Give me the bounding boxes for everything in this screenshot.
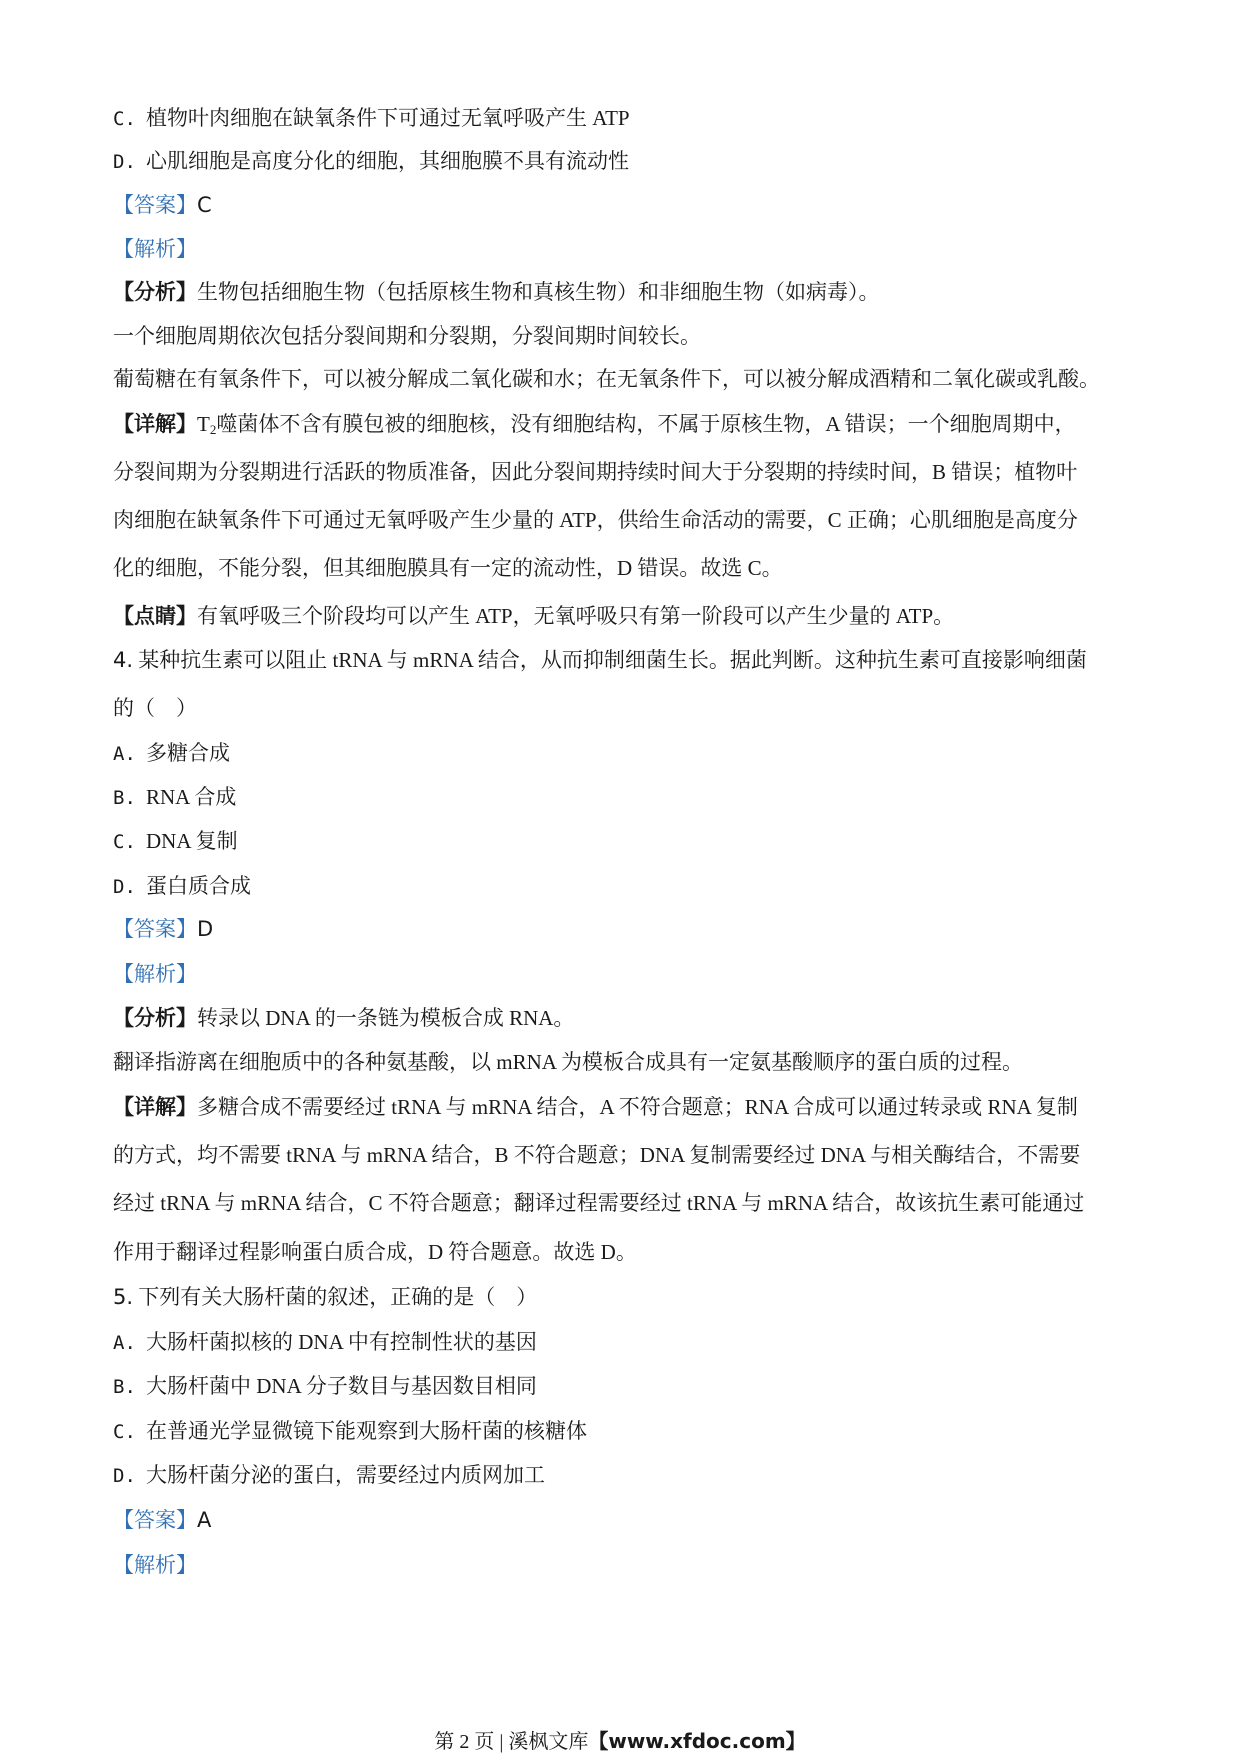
dianjing-paragraph — [113, 601, 1140, 631]
option-text: RNA 合成 — [146, 785, 237, 809]
answer-tag: 【答案】 — [113, 917, 197, 941]
footer-page-label: 第 2 页 | 溪枫文库 — [434, 1731, 589, 1753]
paragraph: 翻译指游离在细胞质中的各种氨基酸，以 mRNA 为模板合成具有一定氨基酸顺序的蛋白质的过程。 — [113, 1050, 1024, 1074]
analysis-tag: 【解析】 — [113, 962, 197, 986]
option-text: 心肌细胞是高度分化的细胞，其细胞膜不具有流动性 — [146, 149, 629, 173]
detail-line: 作用于翻译过程影响蛋白质合成，D 符合题意。故选 D。 — [113, 1240, 637, 1264]
option-d — [113, 871, 1140, 902]
option-c — [113, 103, 1140, 134]
answer-value: D — [197, 917, 214, 941]
detail-text: 噬菌体不含有膜包被的细胞核，没有细胞结构，不属于原核生物，A 错误；一个细胞周期中， — [216, 412, 1076, 436]
detail-subscript: 2 — [209, 422, 217, 437]
option-letter: C. — [113, 831, 136, 853]
option-c — [113, 826, 1140, 857]
option-text: 在普通光学显微镜下能观察到大肠杆菌的核糖体 — [146, 1419, 587, 1443]
detail-text: 多糖合成不需要经过 tRNA 与 mRNA 结合，A 不符合题意；RNA 合成可以通过转录或 RNA 复制 — [197, 1095, 1078, 1119]
footer-url[interactable]: 【www.xfdoc.com】 — [588, 1729, 806, 1753]
question-text: 下列有关大肠杆菌的叙述，正确的是（ ） — [138, 1285, 538, 1309]
analysis-heading — [113, 1550, 1140, 1580]
question-text: 某种抗生素可以阻止 tRNA 与 mRNA 结合，从而抑制细菌生长。据此判断。这种抗生素可直接影响细菌 — [138, 648, 1087, 672]
option-text: 多糖合成 — [146, 741, 230, 765]
answer-tag: 【答案】 — [113, 193, 197, 217]
option-d — [113, 1460, 1140, 1491]
answer-tag: 【答案】 — [113, 1508, 197, 1532]
answer-line — [113, 1505, 1140, 1535]
answer-line — [113, 914, 1140, 944]
option-letter: D. — [113, 1465, 136, 1487]
detail-tag: 【详解】 — [113, 412, 197, 436]
option-text: 大肠杆菌中 DNA 分子数目与基因数目相同 — [146, 1374, 537, 1398]
question-number: 5. — [113, 1285, 134, 1309]
option-letter: A. — [113, 1332, 136, 1354]
option-letter: A. — [113, 743, 136, 765]
option-a — [113, 1327, 1140, 1358]
dianjing-text: 有氧呼吸三个阶段均可以产生 ATP，无氧呼吸只有第一阶段可以产生少量的 ATP。 — [197, 604, 955, 628]
fenxi-tag: 【分析】 — [113, 280, 197, 304]
page-footer — [0, 1728, 1240, 1755]
paragraph: 一个细胞周期依次包括分裂间期和分裂期，分裂间期时间较长。 — [113, 324, 701, 348]
analysis-tag: 【解析】 — [113, 1553, 197, 1577]
fenxi-paragraph — [113, 1003, 1140, 1033]
analysis-tag: 【解析】 — [113, 237, 197, 261]
detail-line: 的方式，均不需要 tRNA 与 mRNA 结合，B 不符合题意；DNA 复制需要经过 DNA 与相关酶结合，不需要 — [113, 1143, 1081, 1167]
option-b — [113, 782, 1140, 813]
option-text: 大肠杆菌拟核的 DNA 中有控制性状的基因 — [146, 1330, 537, 1354]
option-text: 大肠杆菌分泌的蛋白，需要经过内质网加工 — [146, 1463, 545, 1487]
fenxi-text: 转录以 DNA 的一条链为模板合成 RNA。 — [197, 1006, 575, 1030]
detail-line: 肉细胞在缺氧条件下可通过无氧呼吸产生少量的 ATP，供给生命活动的需要，C 正确；心肌细胞是高度分 — [113, 508, 1078, 532]
question-4-stem-cont: 的（ ） — [113, 696, 197, 720]
option-letter: D. — [113, 151, 136, 173]
detail-line: 分裂间期为分裂期进行活跃的物质准备，因此分裂间期持续时间大于分裂期的持续时间，B 错误；植物叶 — [113, 460, 1078, 484]
detail-line: 化的细胞，不能分裂，但其细胞膜具有一定的流动性，D 错误。故选 C。 — [113, 556, 783, 580]
option-letter: B. — [113, 1376, 136, 1398]
option-letter: D. — [113, 876, 136, 898]
detail-paragraph — [113, 1092, 1140, 1122]
analysis-heading — [113, 234, 1140, 264]
paragraph: 葡萄糖在有氧条件下，可以被分解成二氧化碳和水；在无氧条件下，可以被分解成酒精和二氧化碳或乳酸。 — [113, 367, 1100, 391]
option-a — [113, 738, 1140, 769]
detail-line: 经过 tRNA 与 mRNA 结合，C 不符合题意；翻译过程需要经过 tRNA 与 mRNA 结合，故该抗生素可能通过 — [113, 1191, 1085, 1215]
analysis-heading — [113, 959, 1140, 989]
option-text: 植物叶肉细胞在缺氧条件下可通过无氧呼吸产生 ATP — [146, 106, 630, 130]
fenxi-tag: 【分析】 — [113, 1006, 197, 1030]
answer-line — [113, 190, 1140, 220]
option-text: DNA 复制 — [146, 829, 238, 853]
detail-t: T — [197, 412, 210, 436]
question-number: 4. — [113, 648, 134, 672]
question-5-stem — [113, 1282, 1140, 1312]
answer-value: C — [197, 193, 212, 217]
option-b — [113, 1371, 1140, 1402]
answer-value: A — [197, 1508, 212, 1532]
option-text: 蛋白质合成 — [146, 874, 251, 898]
question-4-stem — [113, 645, 1140, 675]
option-c — [113, 1416, 1140, 1447]
dianjing-tag: 【点睛】 — [113, 604, 197, 628]
option-letter: C. — [113, 1421, 136, 1443]
option-letter: C. — [113, 108, 136, 130]
option-letter: B. — [113, 787, 136, 809]
option-d — [113, 146, 1140, 177]
fenxi-text: 生物包括细胞生物（包括原核生物和真核生物）和非细胞生物（如病毒）。 — [197, 280, 880, 304]
fenxi-paragraph — [113, 277, 1140, 307]
detail-paragraph — [113, 409, 1140, 445]
detail-tag: 【详解】 — [113, 1095, 197, 1119]
